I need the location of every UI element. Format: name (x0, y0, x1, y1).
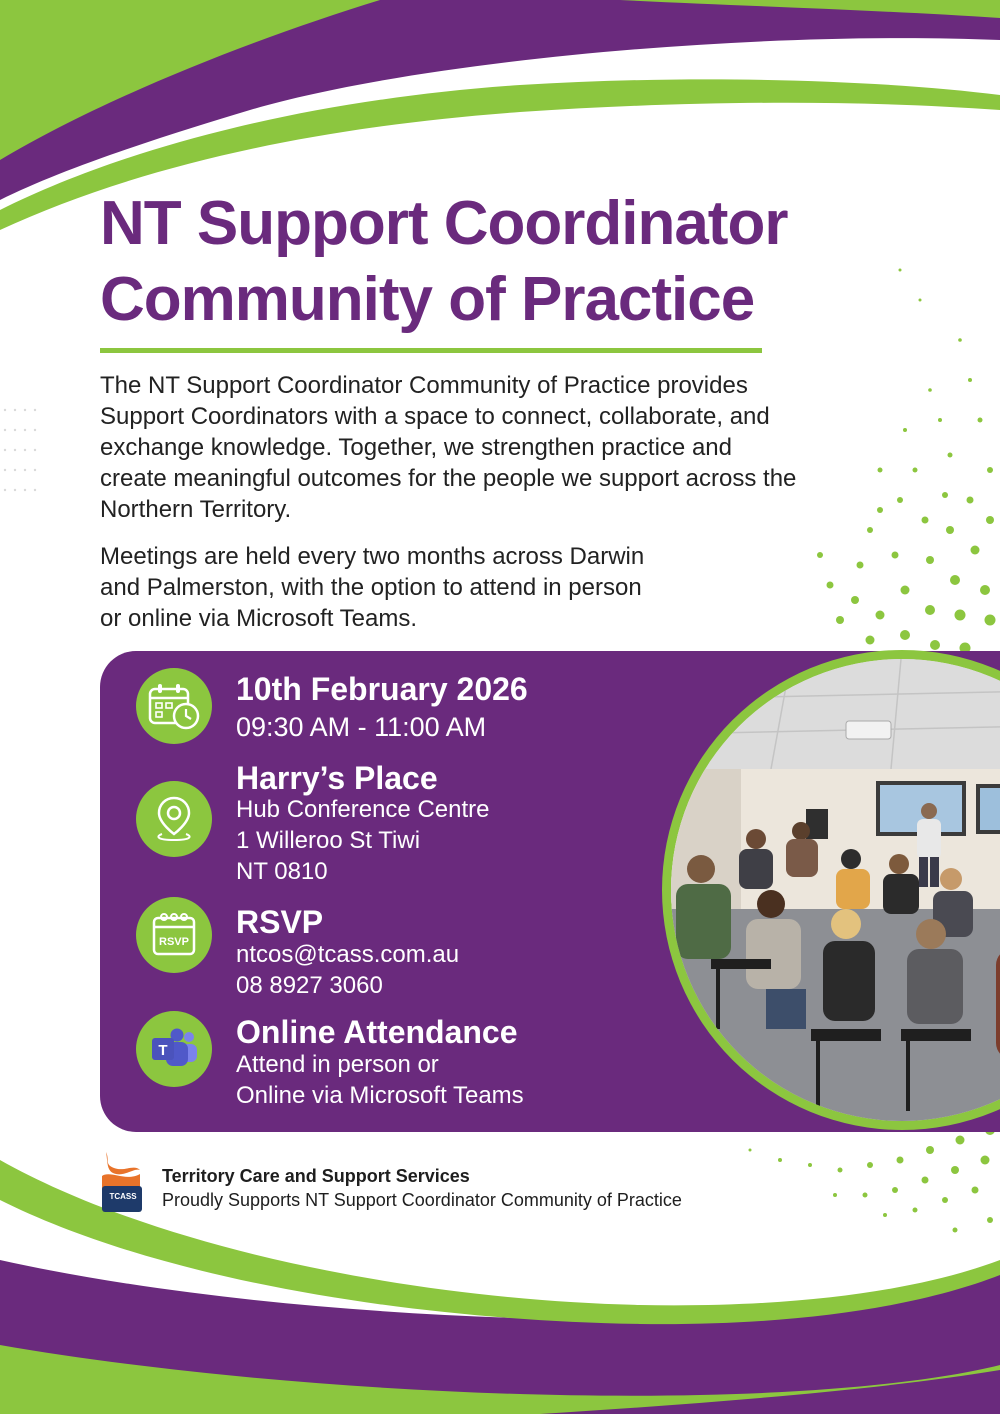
online-line-1: Attend in person or (236, 1051, 439, 1078)
title-line-1: NT Support Coordinator (100, 189, 788, 258)
organisation-name: Territory Care and Support Services (162, 1166, 470, 1186)
tcass-logo (100, 1150, 144, 1214)
venue-name: Harry’s Place (236, 760, 438, 796)
venue-line-1: Hub Conference Centre (236, 796, 490, 823)
microsoft-teams-icon (136, 1011, 212, 1087)
rsvp-phone[interactable]: 08 8927 3060 (236, 972, 383, 999)
tcass-logo-text: TCASS (109, 1192, 137, 1201)
venue-line-2: 1 Willeroo St Tiwi (236, 827, 421, 854)
meeting-frequency-paragraph: Meetings are held every two months across Darwin and Palmerston, with the option to attend in person or online via Microsoft Teams. (100, 543, 645, 632)
event-date: 10th February 2026 (236, 671, 528, 707)
rsvp-email[interactable]: ntcos@tcass.com.au (236, 941, 460, 968)
calendar-clock-icon (136, 668, 212, 744)
rsvp-icon-label: RSVP (159, 936, 189, 948)
venue-line-3: NT 0810 (236, 858, 328, 885)
page-title (100, 186, 960, 338)
svg-text:T: T (158, 1042, 168, 1059)
location-pin-icon (136, 781, 212, 857)
event-time: 09:30 AM - 11:00 AM (236, 712, 487, 742)
intro-paragraph: The NT Support Coordinator Community of Practice provides Support Coordinators with a space to connect, collaborate, and exchange knowledge. Together, we strengthen practice and create meaningful outcomes for the people we support across the Northern Territory. (100, 372, 797, 523)
organisation-tagline: Proudly Supports NT Support Coordinator Community of Practice (162, 1190, 682, 1210)
rsvp-heading: RSVP (236, 904, 324, 940)
title-underline (100, 348, 762, 353)
online-attendance-heading: Online Attendance (236, 1014, 518, 1050)
rsvp-calendar-icon (136, 897, 212, 973)
online-line-2: Online via Microsoft Teams (236, 1082, 524, 1109)
title-line-2: Community of Practice (100, 265, 755, 334)
